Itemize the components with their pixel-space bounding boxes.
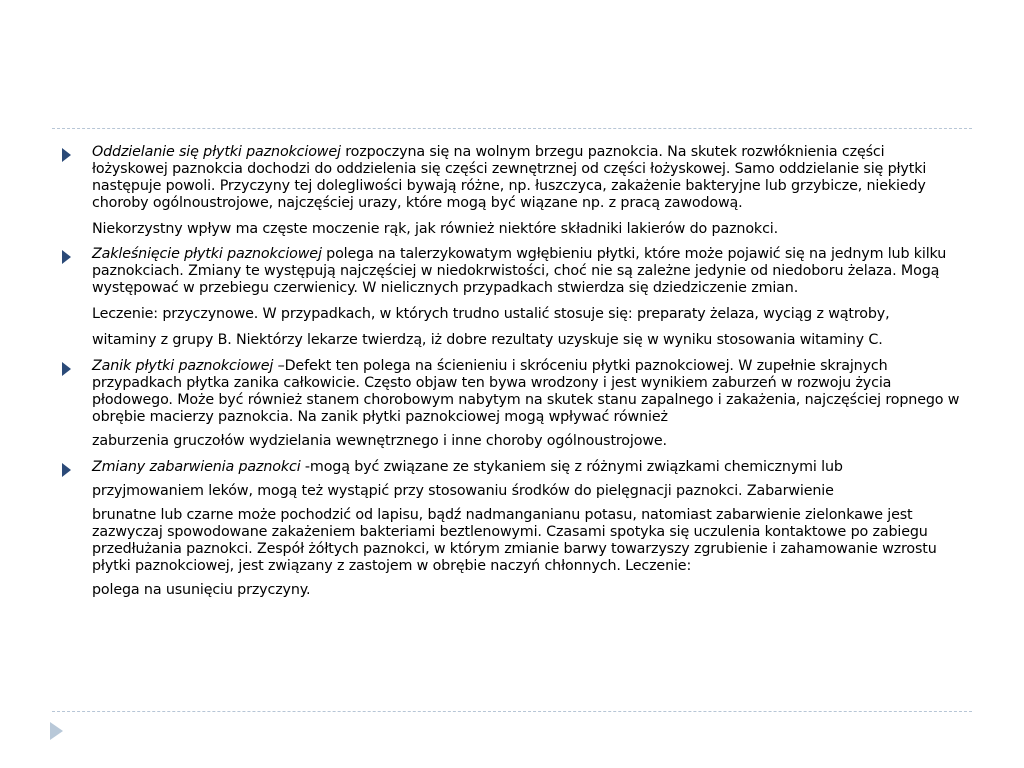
item-extra-paragraph: zaburzenia gruczołów wydzielania wewnętrznego i inne choroby ogólnoustrojowe. (92, 433, 667, 449)
item-term: Zanik płytki paznokciowej – (92, 358, 285, 374)
item-extra-paragraph: Niekorzystny wpływ ma częste moczenie rąk, jak również niektóre składniki lakierów do paznokci. (92, 221, 778, 237)
item-term: Oddzielanie się płytki paznokciowej (92, 144, 341, 160)
bullet-arrow-icon (62, 362, 71, 376)
item-paragraph (92, 358, 962, 426)
bullet-arrow-icon (62, 250, 71, 264)
item-text: -mogą być związane ze stykaniem się z różnymi związkami chemicznymi lub (300, 459, 843, 475)
bullet-item-koilonychia (62, 246, 962, 349)
corner-arrow-icon (50, 722, 63, 740)
item-extra-paragraph: polega na usunięciu przyczyny. (92, 582, 311, 598)
item-paragraph (92, 246, 962, 297)
bullet-item-discoloration (62, 459, 962, 599)
bullet-item-nail-atrophy (62, 358, 962, 450)
bottom-divider (52, 711, 972, 712)
item-term: Zmiany zabarwienia paznokci (92, 459, 301, 475)
item-paragraph (92, 144, 962, 212)
top-divider (52, 128, 972, 129)
item-text: polega na talerzykowatym wgłębieniu płytki, które może pojawić się na jednym lub kilku paznokciach. Zmiany te występują najczęściej w niedokrwistości, choć nie są zależne jedynie od niedoboru żelaza. Mogą występować w przebiegu czerwienicy. W nielicznych przypadkach stwierdza się dziedziczenie zmian. (92, 246, 947, 296)
bullet-arrow-icon (62, 463, 71, 477)
slide-content (62, 140, 962, 599)
item-extra-paragraph: brunatne lub czarne może pochodzić od lapisu, bądź nadmanganianu potasu, natomiast zabarwienie zielonkawe jest zazwyczaj spowodowane zakażeniem bakteriami beztlenowymi. Czasami spotyka się uczulenia kontaktowe po zabiegu przedłużania paznokci. Zespół żółtych paznokci, w którym zmianie barwy towarzyszy zgrubienie i zahamowanie wzrostu płytki paznokciowej, jest związany z zastojem w obrębie naczyń chłonnych. Leczenie: (92, 507, 937, 574)
item-text: Defekt ten polega na ścienieniu i skróceniu płytki paznokciowej. W zupełnie skrajnych przypadkach płytka zanika całkowicie. Często objaw ten bywa wrodzony i jest wynikiem zaburzeń w rozwoju życia płodowego. Może być również stanem chorobowym nabytym na skutek stanu zapalnego i zakażenia, najczęściej ropnego w obrębie macierzy paznokcia. Na zanik płytki paznokciowej mogą wpływać również (92, 358, 960, 425)
item-paragraph (92, 459, 962, 476)
item-term: Zakleśnięcie płytki paznokciowej (92, 246, 322, 262)
item-text: rozpoczyna się na wolnym brzegu paznokcia. Na skutek rozwłóknienia części łożyskowej paznokcia dochodzi do oddzielenia się części zewnętrznej od części łożyskowej. Samo oddzielanie się płytki następuje powoli. Przyczyny tej dolegliwości bywają różne, np. łuszczyca, zakażenie bakteryjne lub grzybicze, niekiedy choroby ogólnoustrojowe, najczęściej urazy, które mogą być wiązane np. z pracą zawodową. (92, 144, 927, 211)
item-extra-paragraph: przyjmowaniem leków, mogą też wystąpić przy stosowaniu środków do pielęgnacji paznokci. Zabarwienie (92, 483, 834, 499)
bullet-arrow-icon (62, 148, 71, 162)
item-extra-paragraph: Leczenie: przyczynowe. W przypadkach, w których trudno ustalić stosuje się: preparaty żelaza, wyciąg z wątroby, (92, 306, 890, 322)
item-extra-paragraph: witaminy z grupy B. Niektórzy lekarze twierdzą, iż dobre rezultaty uzyskuje się w wyniku stosowania witaminy C. (92, 332, 883, 348)
bullet-item-onycholysis (62, 144, 962, 238)
